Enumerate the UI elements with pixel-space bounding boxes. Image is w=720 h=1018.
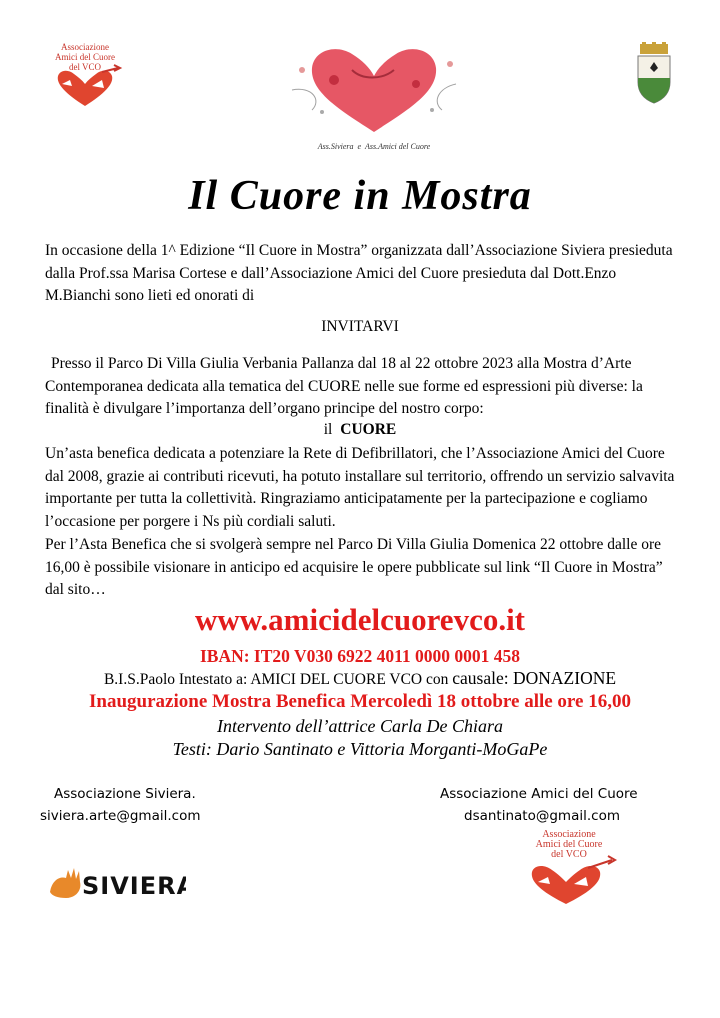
caption-amici: Ass.Amici del Cuore — [364, 142, 431, 151]
bottom-logo-line-1: Associazione — [542, 829, 596, 840]
il-cuore-line — [0, 421, 720, 439]
municipal-crest — [634, 42, 674, 104]
iban-line: IBAN: IT20 V030 6922 4011 0000 0001 458 — [199, 646, 521, 666]
bottom-logo-line-3: del VCO — [551, 849, 587, 860]
amici-del-cuore-logo-bottom — [516, 830, 622, 906]
il-cuore-prefix: il — [323, 421, 333, 438]
auction-paragraph: Un’asta benefica dedicata a potenziare la Rete di Defibrillatori, che l’Associazione Amici del Cuore dal 2008, grazie ai contributi ricevuti, ha potuto installare sul territorio, offrendo un servizio salvavita importante per tutta la collettività. Ringraziamo anticipatamente per la partecipazione e cogliamo l’occasione per porgere i Ns più cordiali saluti. — [45, 445, 675, 530]
amici-del-cuore-logo-top — [46, 40, 124, 110]
logo-text-line-3: del VCO — [68, 62, 102, 72]
bottom-logo-line-2: Amici del Cuore — [535, 839, 603, 850]
painted-heart-image — [282, 40, 466, 158]
amici-email[interactable]: dsantinato@gmail.com — [464, 808, 620, 824]
exhibition-paragraph: Presso il Parco Di Villa Giulia Verbania Pallanza dal 18 al 22 ottobre 2023 alla Mostra d’Arte Contemporanea dedicata alla tematica del CUORE nelle sue forme ed espressioni più diverse: la finalità è divulgare l’importanza dell’organo principe del nostro corpo: — [45, 355, 643, 418]
website-link[interactable]: www.amicidelcuorevco.it — [194, 602, 526, 637]
bank-prefix: B.I.S.Paolo Intestato a: AMICI DEL CUORE VCO con — [103, 671, 449, 688]
heart-icon — [282, 40, 466, 140]
siviera-name: Associazione Siviera. — [54, 786, 196, 802]
siviera-hand-icon — [46, 862, 186, 904]
il-cuore-word: CUORE — [340, 421, 397, 438]
caption-siviera: Ass.Siviera — [317, 142, 354, 151]
crest-icon — [634, 42, 674, 104]
logo-text-line-2: Amici del Cuore — [55, 52, 115, 62]
logo-text-line-1: Associazione — [61, 42, 109, 52]
siviera-email[interactable]: siviera.arte@gmail.com — [40, 808, 201, 824]
siviera-logo-text: SIVIERA — [82, 872, 186, 900]
inauguration-line: Inaugurazione Mostra Benefica Mercoledì 18 ottobre alle ore 16,00 — [89, 691, 631, 712]
heart-hands-icon — [516, 830, 622, 906]
heart-caption — [282, 142, 466, 151]
amici-name: Associazione Amici del Cuore — [440, 786, 638, 802]
siviera-logo — [46, 862, 186, 904]
auction-details-paragraph: Per l’Asta Benefica che si svolgerà sempre nel Parco Di Villa Giulia Domenica 22 ottobre dalle ore 16,00 è possibile visionare in anticipo ed acquisire le opere pubblicate sul link “Il Cuore in Mostra” dal sito… — [45, 536, 663, 599]
bank-line — [0, 668, 720, 689]
texts-line: Testi: Dario Santinato e Vittoria Morganti-MoGaPe — [172, 739, 548, 759]
invite-heading: INVITARVI — [321, 318, 399, 335]
bank-causale: causale: DONAZIONE — [452, 668, 617, 688]
intervention-line: Intervento dell’attrice Carla De Chiara — [217, 716, 503, 736]
heart-hands-icon — [46, 40, 124, 110]
intro-paragraph: In occasione della 1^ Edizione “Il Cuore in Mostra” organizzata dall’Associazione Siviera presieduta dalla Prof.ssa Marisa Cortese e dall’Associazione Amici del Cuore presieduta dal Dott.Enzo M.Bianchi sono lieti ed onorati di — [45, 242, 673, 305]
caption-e: e — [357, 142, 362, 151]
page-title: Il Cuore in Mostra — [188, 173, 532, 219]
